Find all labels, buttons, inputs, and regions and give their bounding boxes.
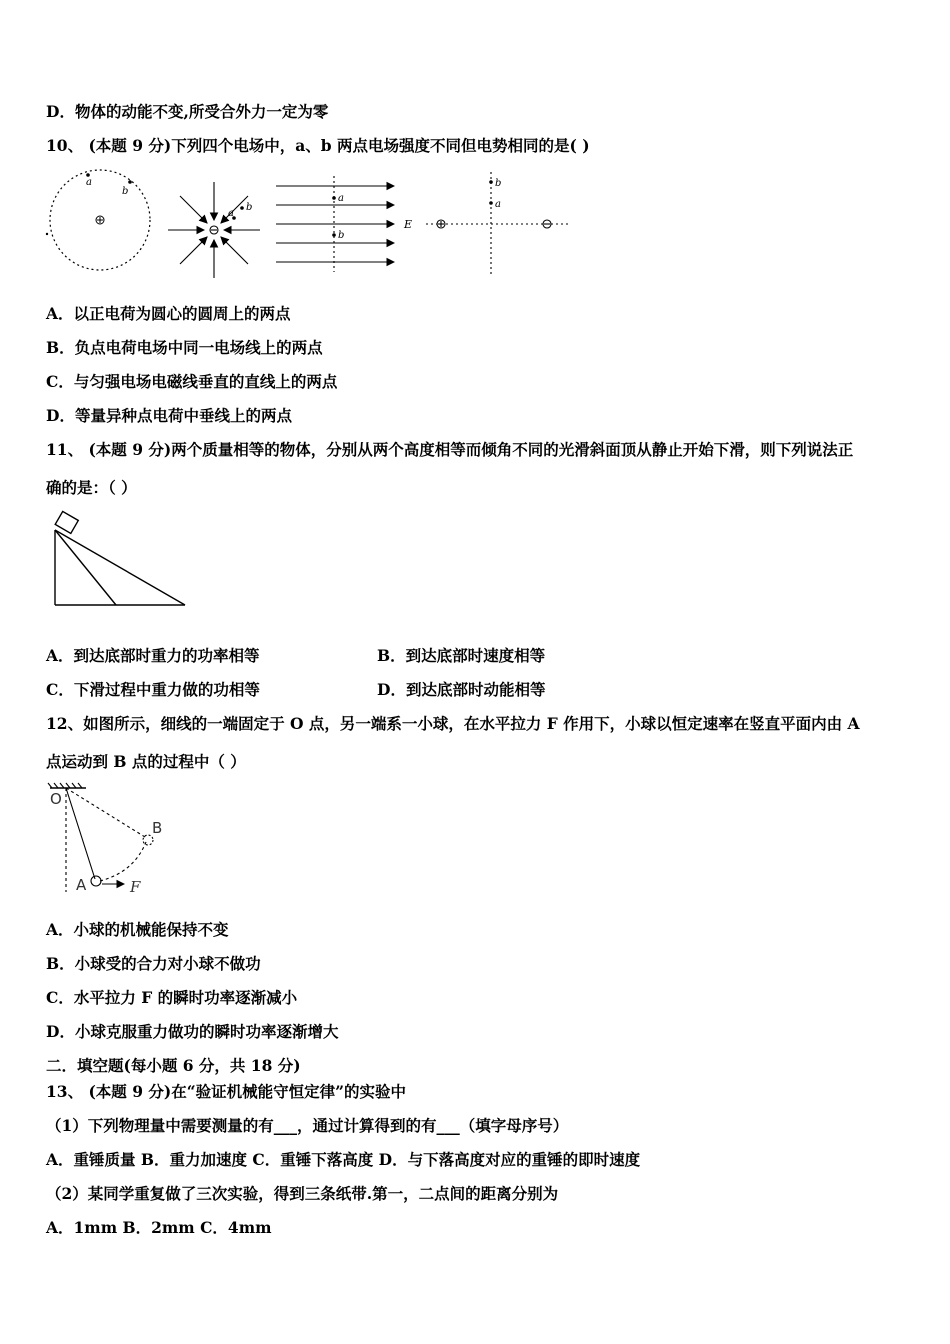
q12-pendulum-figure: [44, 782, 184, 900]
q12-option-c: C．水平拉力 F 的瞬时功率逐渐减小: [46, 988, 298, 1007]
q9-option-d: D．物体的动能不变,所受合外力一定为零: [46, 102, 329, 121]
figure-negative-charge-field: [168, 182, 260, 278]
label-F: F: [130, 878, 141, 896]
q12-option-b: B．小球受的合力对小球不做功: [46, 954, 261, 973]
q13-part1: （1）下列物理量中需要测量的有___，通过计算得到的有___（填字母序号）: [46, 1116, 569, 1135]
q10-option-b: B．负点电荷电场中同一电场线上的两点: [46, 338, 323, 357]
q11-stem-line2: 确的是：（ ）: [46, 478, 137, 497]
q12-stem-line1: 12、如图所示，细线的一端固定于 O 点，另一端系一小球，在水平拉力 F 作用下，小球以恒定速率在竖直平面内由 A: [46, 714, 860, 733]
label-a-fig4: a: [495, 199, 501, 210]
q13-options1: A．重锤质量 B．重力加速度 C．重锤下落高度 D．与下落高度对应的重锤的即时速度: [46, 1150, 641, 1169]
q10-option-c: C．与匀强电场电磁线垂直的直线上的两点: [46, 372, 338, 391]
label-O: O: [50, 790, 62, 808]
section-2-heading: 二．填空题(每小题 6 分，共 18 分): [46, 1056, 301, 1075]
q12-stem-line2: 点运动到 B 点的过程中（ ）: [46, 752, 246, 771]
figure-positive-charge-circle: [46, 170, 150, 270]
q12-option-d: D．小球克服重力做功的瞬时功率逐渐增大: [46, 1022, 339, 1041]
figure-uniform-field: [276, 176, 394, 272]
label-A: A: [76, 876, 87, 894]
q10-option-d: D．等量异种点电荷中垂线上的两点: [46, 406, 292, 425]
label-a-fig3: a: [338, 193, 344, 204]
q11-option-a: A．到达底部时重力的功率相等: [46, 646, 260, 665]
q13-options2: A．1mm B．2mm C．4mm: [46, 1218, 272, 1237]
q11-option-c: C．下滑过程中重力做的功相等: [46, 680, 260, 699]
label-a-fig2: a: [228, 208, 234, 219]
label-b-fig4: b: [495, 178, 502, 189]
q13-stem: 13、 (本题 9 分)在“验证机械能守恒定律”的实验中: [46, 1082, 407, 1101]
q11-option-b: B．到达底部时速度相等: [377, 646, 546, 665]
q11-option-d: D．到达底部时动能相等: [377, 680, 546, 699]
label-b-fig3: b: [338, 230, 345, 241]
q12-option-a: A．小球的机械能保持不变: [46, 920, 229, 939]
label-a-fig1: a: [86, 177, 92, 188]
q10-stem: 10、 (本题 9 分)下列四个电场中，a、b 两点电场强度不同但电势相同的是( ): [46, 136, 590, 155]
label-b-fig2: b: [246, 202, 253, 213]
q11-stem-line1: 11、 (本题 9 分)两个质量相等的物体，分别从两个高度相等而倾角不同的光滑斜面顶从静止开始下滑，则下列说法正: [46, 440, 854, 459]
q10-option-a: A．以正电荷为圆心的圆周上的两点: [46, 304, 291, 323]
label-B: B: [152, 819, 163, 837]
label-E-fig3: E: [404, 218, 413, 231]
label-b-fig1: b: [122, 186, 129, 197]
q11-incline-figure: [48, 510, 193, 610]
q10-electric-field-figures: [44, 168, 584, 280]
q13-part2: （2）某同学重复做了三次实验，得到三条纸带.第一，二点间的距离分别为: [46, 1184, 559, 1203]
